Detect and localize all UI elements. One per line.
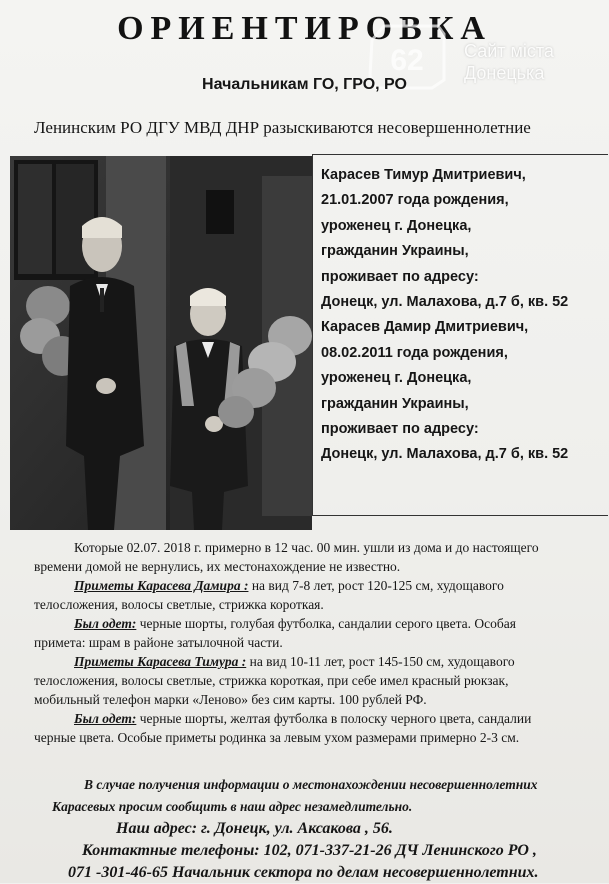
description-lines [321,163,609,468]
footer-block [40,774,600,884]
footer-phones: Контактные телефоны: 102, 071-337-21-26 ДЧ Ленинского РО , [82,842,537,859]
body-line: телосложения, волосы светлые, стрижка короткая, при себе имел красный рюкзак, [34,673,509,688]
addressee: Начальникам ГО, ГРО, РО [202,76,407,93]
watermark-line-1: Сайт міста [464,41,554,61]
footer-line: Карасевых просим сообщить в наш адрес незамедлительно. [52,799,413,814]
intro-line: Ленинским РО ДГУ МВД ДНР разыскиваются несовершеннолетние [34,118,531,137]
dressed1-heading: Был одет: [74,616,137,631]
logo-number: 62 [390,44,424,77]
signs-timur-row [34,652,594,671]
watermark-line-2: Донецька [464,63,545,83]
desc-line: Карасев Тимур Дмитриевич, [321,167,526,183]
dressed2-row [34,709,594,728]
body-line: черные цвета. Особые приметы родинка за левым ухом размерами примерно 2-3 см. [34,730,520,745]
desc-line: уроженец г. Донецка, [321,370,472,387]
signs-timur-text: на вид 10-11 лет, рост 145-150 см, худощавого [246,654,515,669]
footer-address: Наш адрес: г. Донецк, ул. Аксакова , 56. [116,820,393,837]
dressed2-text: черные шорты, желтая футболка в полоску черного цвета, сандалии [136,711,532,726]
body-line: времени домой не вернулись, их местонахождение не известно. [34,559,401,574]
body-line: телосложения, волосы светлые, стрижка короткая. [34,597,324,612]
signs-damir-heading: Приметы Карасева Дамира : [74,578,249,593]
body-text [34,538,594,747]
dressed1-row [34,614,594,633]
desc-line: проживает по адресу: [321,421,479,438]
signs-damir-row [34,576,594,595]
photo-illustration [10,156,312,530]
desc-line: Донецк, ул. Малахова, д.7 б, кв. 52 [321,446,569,463]
description-box [312,154,608,516]
desc-line: уроженец г. Донецка, [321,217,472,234]
desc-line: гражданин Украины, [321,243,469,260]
desc-line: 21.01.2007 года рождения, [321,192,509,209]
signs-timur-heading: Приметы Карасева Тимура : [74,654,247,669]
body-line: мобильный телефон марки «Леново» без сим карты. 100 рублей РФ. [34,692,427,707]
document-title: ОРИЕНТИРОВКА [117,10,492,47]
signs-damir-text: на вид 7-8 лет, рост 120-125 см, худощавого [248,578,504,593]
dressed2-heading: Был одет: [74,711,137,726]
footer-phones-2: 071 -301-46-65 Начальник сектора по делам несовершеннолетних. [68,864,539,881]
desc-line: Донецк, ул. Малахова, д.7 б, кв. 52 [321,294,569,311]
body-line: Которые 02.07. 2018 г. примерно в 12 час. 00 мин. ушли из дома и до настоящего [74,540,539,555]
children-photo [10,156,312,530]
desc-line: гражданин Украины, [321,395,469,412]
dressed1-text: черные шорты, голубая футболка, сандалии серого цвета. Особая [136,616,516,631]
footer-line: В случае получения информации о местонахождении несовершеннолетних [84,777,538,792]
desc-line: Карасев Дамир Дмитриевич, [321,319,529,336]
desc-line: 08.02.2011 года рождения, [321,344,508,361]
body-line: примета: шрам в районе затылочной части. [34,635,283,650]
desc-line: проживает по адресу: [321,268,479,285]
